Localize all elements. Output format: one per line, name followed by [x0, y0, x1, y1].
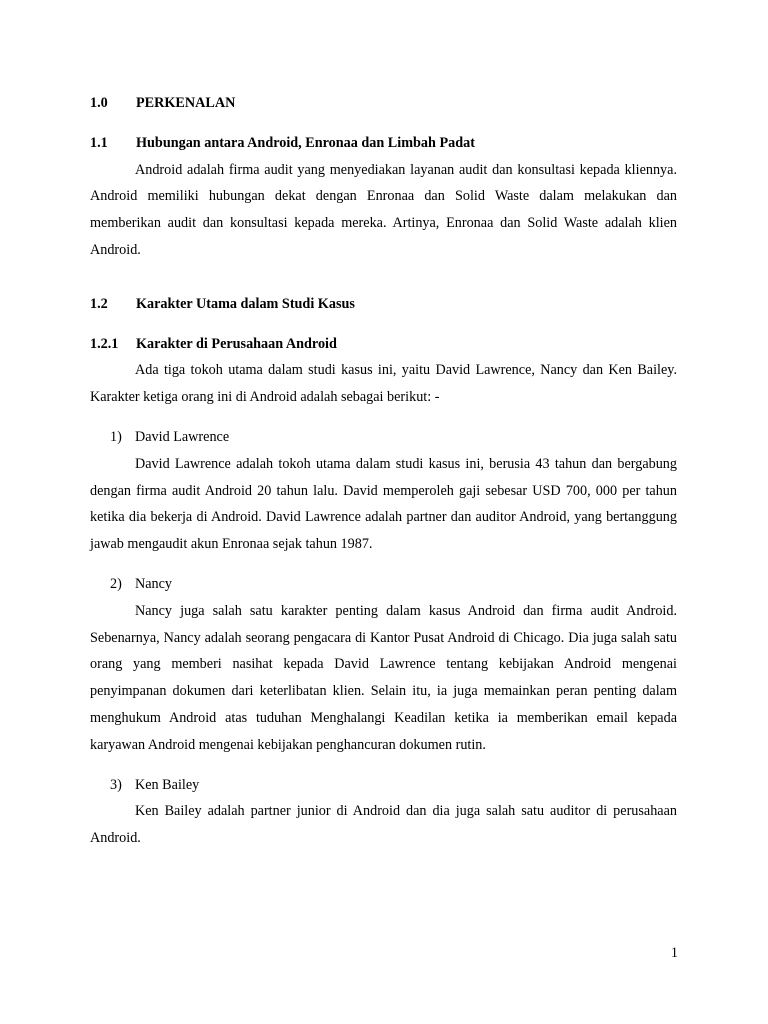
character-name: David Lawrence [135, 428, 230, 445]
character-description: David Lawrence adalah tokoh utama dalam studi kasus ini, berusia 43 tahun dan bergabung dengan firma audit Android 20 tahun lalu. David memperoleh gaji sebesar USD 700, 000 per tahun ketika dia bekerja di Android. David Lawrence adalah partner dan auditor Android, yang bertanggung jawab mengaudit akun Enronaa sejak tahun 1987. [90, 455, 677, 553]
section-number: 1.2.1 [90, 335, 119, 352]
section-number: 1.1 [90, 134, 108, 151]
section-number: 1.2 [90, 295, 108, 312]
page-number: 1 [670, 945, 678, 961]
section-heading-1-1 [90, 130, 677, 157]
list-marker: 3) [110, 776, 122, 793]
section-heading-1-0 [90, 90, 677, 117]
section-number: 1.0 [90, 95, 108, 111]
section-title: Karakter Utama dalam Studi Kasus [136, 295, 355, 312]
character-name: Ken Bailey [135, 776, 200, 793]
character-description: Ken Bailey adalah partner junior di Android dan dia juga salah satu auditor di perusahaan Android. [90, 803, 677, 847]
section-title: Karakter di Perusahaan Android [136, 335, 337, 352]
section-title: Hubungan antara Android, Enronaa dan Limbah Padat [136, 134, 475, 151]
list-marker: 1) [110, 428, 122, 445]
list-item-nancy [90, 571, 677, 598]
list-item-ken-bailey [90, 772, 677, 799]
section-1-2-1-paragraph: Ada tiga tokoh utama dalam studi kasus ini, yaitu David Lawrence, Nancy dan Ken Bailey. Karakter ketiga orang ini di Android adalah sebagai berikut: - [90, 362, 677, 406]
list-marker: 2) [110, 575, 122, 592]
section-heading-1-2 [90, 291, 677, 318]
section-heading-1-2-1 [90, 331, 677, 358]
character-description: Nancy juga salah satu karakter penting dalam kasus Android dan firma audit Android. Sebenarnya, Nancy adalah seorang pengacara di Kantor Pusat Android di Chicago. Dia juga salah satu orang yang memberi nasihat kepada David Lawrence tentang kebijakan Android mengenai penyimpanan dokumen dari keterlibatan klien. Selain itu, ia juga memainkan peran penting dalam menghukum Android atas tuduhan Menghalangi Keadilan ketika ia memberikan email kepada karyawan Android mengenai kebijakan penghancuran dokumen rutin. [90, 602, 677, 753]
document-content [90, 90, 677, 852]
list-item-david-lawrence [90, 424, 677, 451]
character-name: Nancy [135, 575, 173, 592]
section-1-1-paragraph: Android adalah firma audit yang menyediakan layanan audit dan konsultasi kepada kliennya. Android memiliki hubungan dekat dengan Enronaa dan Solid Waste dalam melakukan dan memberikan audit dan konsultasi kepada mereka. Artinya, Enronaa dan Solid Waste adalah klien Android. [90, 161, 677, 258]
section-title: PERKENALAN [136, 95, 236, 111]
